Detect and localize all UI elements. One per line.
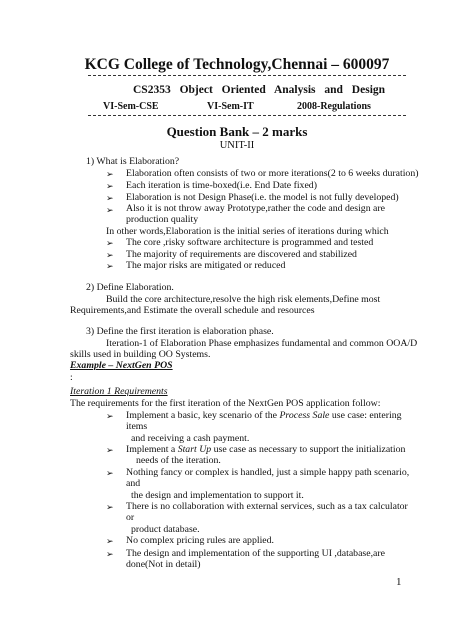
- college-name: KCG College of Technology,Chennai – 600097: [84, 56, 390, 73]
- iteration-item-continuation: items: [126, 421, 148, 432]
- q1-bullet: Also it is not throw away Prototype,rather the code and design are: [126, 203, 386, 214]
- arrow-bullet-icon: ➢: [106, 261, 114, 271]
- header-divider-bottom: [88, 115, 406, 116]
- q1-bullet-continuation: production quality: [126, 214, 199, 225]
- iteration-item: Nothing fancy or complex is handled, just a simple happy path scenario,: [126, 467, 410, 478]
- arrow-bullet-icon: ➢: [106, 250, 114, 260]
- iteration-intro: The requirements for the first iteration of the NextGen POS application follow:: [70, 398, 381, 409]
- course-code: CS2353: [133, 84, 171, 96]
- stray-colon: :: [70, 372, 73, 383]
- q1-bullet: The major risks are mitigated or reduced: [126, 260, 286, 271]
- iteration-item-continuation: product database.: [131, 524, 200, 535]
- arrow-bullet-icon: ➢: [106, 549, 114, 559]
- q1-bullet: The core ,risky software architecture is programmed and tested: [126, 237, 374, 248]
- q1-bullet: The majority of requirements are discovered and stabilized: [126, 249, 357, 260]
- iteration-item-continuation: needs of the iteration.: [136, 455, 221, 466]
- iteration-heading: Iteration 1 Requirements: [70, 386, 168, 397]
- arrow-bullet-icon: ➢: [106, 193, 114, 203]
- q1-intro: In other words,Elaboration is the initial series of iterations during which: [106, 226, 389, 237]
- page-number: 1: [396, 576, 402, 588]
- iteration-item: Implement a basic, key scenario of the Process Sale use case: entering: [126, 410, 402, 421]
- iteration-item-continuation: or: [126, 512, 135, 523]
- question-2: 2) Define Elaboration.: [86, 282, 174, 293]
- unit-label: UNIT-II: [219, 140, 255, 151]
- iteration-item: Implement a Start Up use case as necessary to support the initialization: [126, 444, 406, 455]
- q2-answer: Requirements,and Estimate the overall schedule and resources: [70, 305, 315, 316]
- sem-it: VI-Sem-IT: [207, 101, 254, 112]
- example-heading: Example – NextGen POS: [70, 360, 173, 371]
- arrow-bullet-icon: ➢: [106, 445, 114, 455]
- arrow-bullet-icon: ➢: [106, 411, 114, 421]
- regulation: 2008-Regulations: [297, 101, 371, 112]
- iteration-item-continuation: the design and implementation to support it.: [131, 490, 304, 501]
- iteration-item-continuation: and receiving a cash payment.: [131, 433, 250, 444]
- iteration-item-continuation: done(Not in detail): [126, 559, 201, 570]
- arrow-bullet-icon: ➢: [106, 181, 114, 191]
- arrow-bullet-icon: ➢: [106, 205, 114, 215]
- question-3: 3) Define the first iteration is elaboration phase.: [86, 326, 274, 337]
- header-divider-top: [88, 75, 406, 76]
- arrow-bullet-icon: ➢: [106, 468, 114, 478]
- course-line: [133, 84, 385, 96]
- arrow-bullet-icon: ➢: [106, 536, 114, 546]
- q3-answer: Iteration-1 of Elaboration Phase emphasizes fundamental and common OOA/D: [106, 338, 418, 349]
- question-1: 1) What is Elaboration?: [86, 156, 180, 167]
- iteration-item: There is no collaboration with external services, such as a tax calculator: [126, 501, 408, 512]
- q1-bullet: Each iteration is time-boxed(i.e. End Date fixed): [126, 180, 317, 191]
- arrow-bullet-icon: ➢: [106, 238, 114, 248]
- q1-bullet: Elaboration is not Design Phase(i.e. the model is not fully developed): [126, 192, 399, 203]
- section-title: Question Bank – 2 marks: [166, 124, 308, 139]
- iteration-item-continuation: and: [126, 478, 141, 489]
- arrow-bullet-icon: ➢: [106, 169, 114, 179]
- sem-cse: VI-Sem-CSE: [103, 101, 159, 112]
- course-title: Object Oriented Analysis and Design: [179, 84, 386, 96]
- arrow-bullet-icon: ➢: [106, 502, 114, 512]
- iteration-item: The design and implementation of the supporting UI ,database,are: [126, 548, 385, 559]
- iteration-item: No complex pricing rules are applied.: [126, 535, 274, 546]
- q3-answer: skills used in building OO Systems.: [70, 349, 211, 360]
- q2-answer: Build the core architecture,resolve the high risk elements,Define most: [106, 294, 381, 305]
- q1-bullet: Elaboration often consists of two or more iterations(2 to 6 weeks duration): [126, 168, 419, 179]
